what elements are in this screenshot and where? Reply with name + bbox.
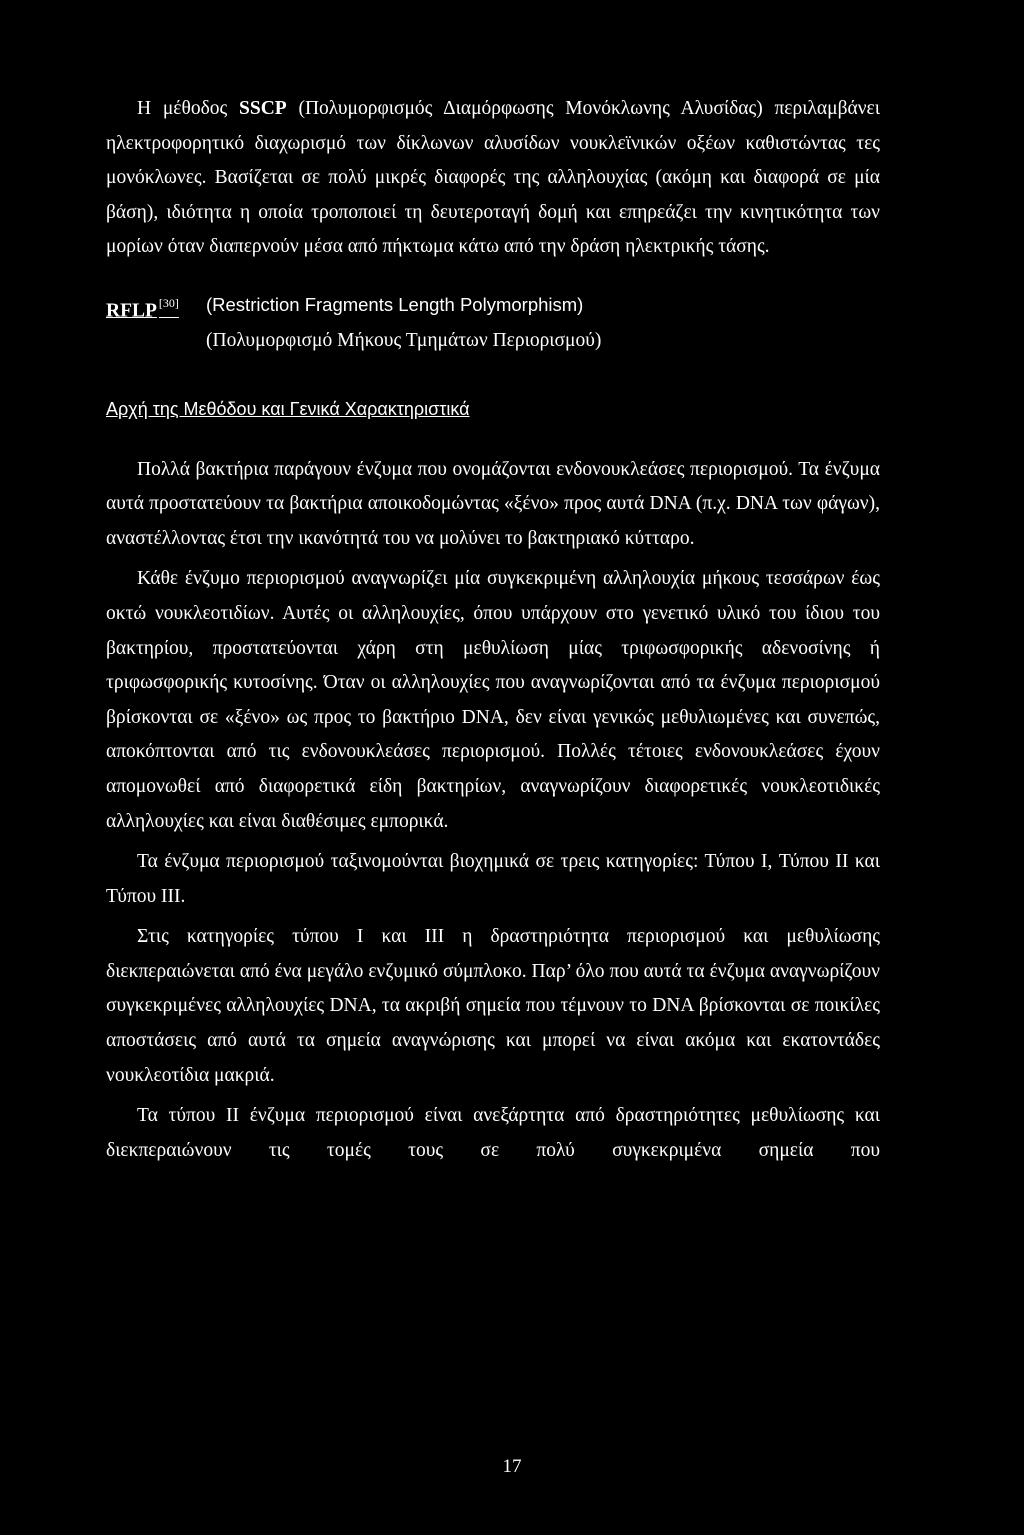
paragraph-3: Τα ένζυμα περιορισμού ταξινομούνται βιοχημικά σε τρεις κατηγορίες: Τύπου I, Τύπου II και Τύπου III. [106, 851, 880, 907]
section-title: Αρχή της Μεθόδου και Γενικά Χαρακτηριστικά [106, 398, 470, 419]
rflp-label [106, 288, 179, 329]
rflp-label-text: RFLP [106, 300, 157, 322]
document-page [106, 92, 880, 1168]
paragraph-4: Στις κατηγορίες τύπου I και III η δραστηριότητα περιορισμού και μεθυλίωσης διεκπεραιώνεται από ένα μεγάλο ενζυμικό σύμπλοκο. Παρ’ όλο που αυτά τα ένζυμα αναγνωρίζουν συγκεκριμένες αλληλουχίες DNA, τα ακριβή σημεία που τέμνουν το DNA βρίσκονται σε ποικίλες αποστάσεις από αυτά τα σημεία αναγνώρισης και μπορεί να είναι ακόμα και εκατοντάδες νουκλεοτίδια μακριά. [106, 926, 880, 1086]
paragraph-5: Τα τύπου II ένζυμα περιορισμού είναι ανεξάρτητα από δραστηριότητες μεθυλίωσης και διεκπεραιώνουν τις τομές τους σε πολύ συγκεκριμένα σημεία που [106, 1105, 880, 1161]
rflp-greek-name: (Πολυμορφισμό Μήκους Τμημάτων Περιορισμού) [206, 329, 602, 351]
page-number: 17 [502, 1456, 522, 1477]
sscp-text: (Πολυμορφισμός Διαμόρφωσης Μονόκλωνης Αλυσίδας) περιλαμβάνει ηλεκτροφορητικό διαχωρισμό των δίκλωνων αλυσίδων νουκλεϊνικών οξέων καθιστώντας τες μονόκλωνες. Βασίζεται σε πολύ μικρές διαφορές της αλληλουχίας (ακόμη και διαφορά σε μία βάση), ιδιότητα η οποία τροποποιεί τη δευτεροταγή δομή και επηρεάζει την κινητικότητα των μορίων όταν διαπερνούν μέσα από πήκτωμα κάτω από την δράση ηλεκτρικής τάσης. [106, 98, 880, 258]
rflp-english-name: (Restriction Fragments Length Polymorphism) [206, 293, 584, 315]
sscp-lead: Η μέθοδος [137, 98, 239, 119]
sscp-paragraph [106, 92, 880, 265]
paragraph-2: Κάθε ένζυμο περιορισμού αναγνωρίζει μία συγκεκριμένη αλληλουχία μήκους τεσσάρων έως οκτώ νουκλεοτιδίων. Αυτές οι αλληλουχίες, όπου υπάρχουν στο γενετικό υλικό του ίδιου του βακτηρίου, προστατεύονται χάρη στη μεθυλίωση μίας τριφωσφορικής αδενοσίνης ή τριφωσφορικής κυτοσίνης. Όταν οι αλληλουχίες που αναγνωρίζονται από τα ένζυμα περιορισμού βρίσκονται σε «ξένο» ως προς το βακτήριο DNA, δεν είναι γενικώς μεθυλιωμένες και συνεπώς, αποκόπτονται από τις ενδονουκλεάσες περιορισμού. Πολλές τέτοιες ενδονουκλεάσες έχουν απομονωθεί από διαφορετικά είδη βακτηρίων, αναγνωρίζουν διαφορετικές νουκλεοτιδικές αλληλουχίες και είναι διαθέσιμες εμπορικά. [106, 568, 880, 832]
rflp-reference: [30] [158, 295, 179, 310]
sscp-term: SSCP [239, 98, 287, 119]
rflp-heading [106, 288, 880, 368]
paragraph-1: Πολλά βακτήρια παράγουν ένζυμα που ονομάζονται ενδονουκλεάσες περιορισμού. Τα ένζυμα αυτά προστατεύουν τα βακτήρια αποικοδομώντας «ξένο» προς αυτά DNA (π.χ. DNA των φάγων), αναστέλλοντας έτσι την ικανότητά του να μολύνει το βακτηριακό κύτταρο. [106, 458, 880, 549]
